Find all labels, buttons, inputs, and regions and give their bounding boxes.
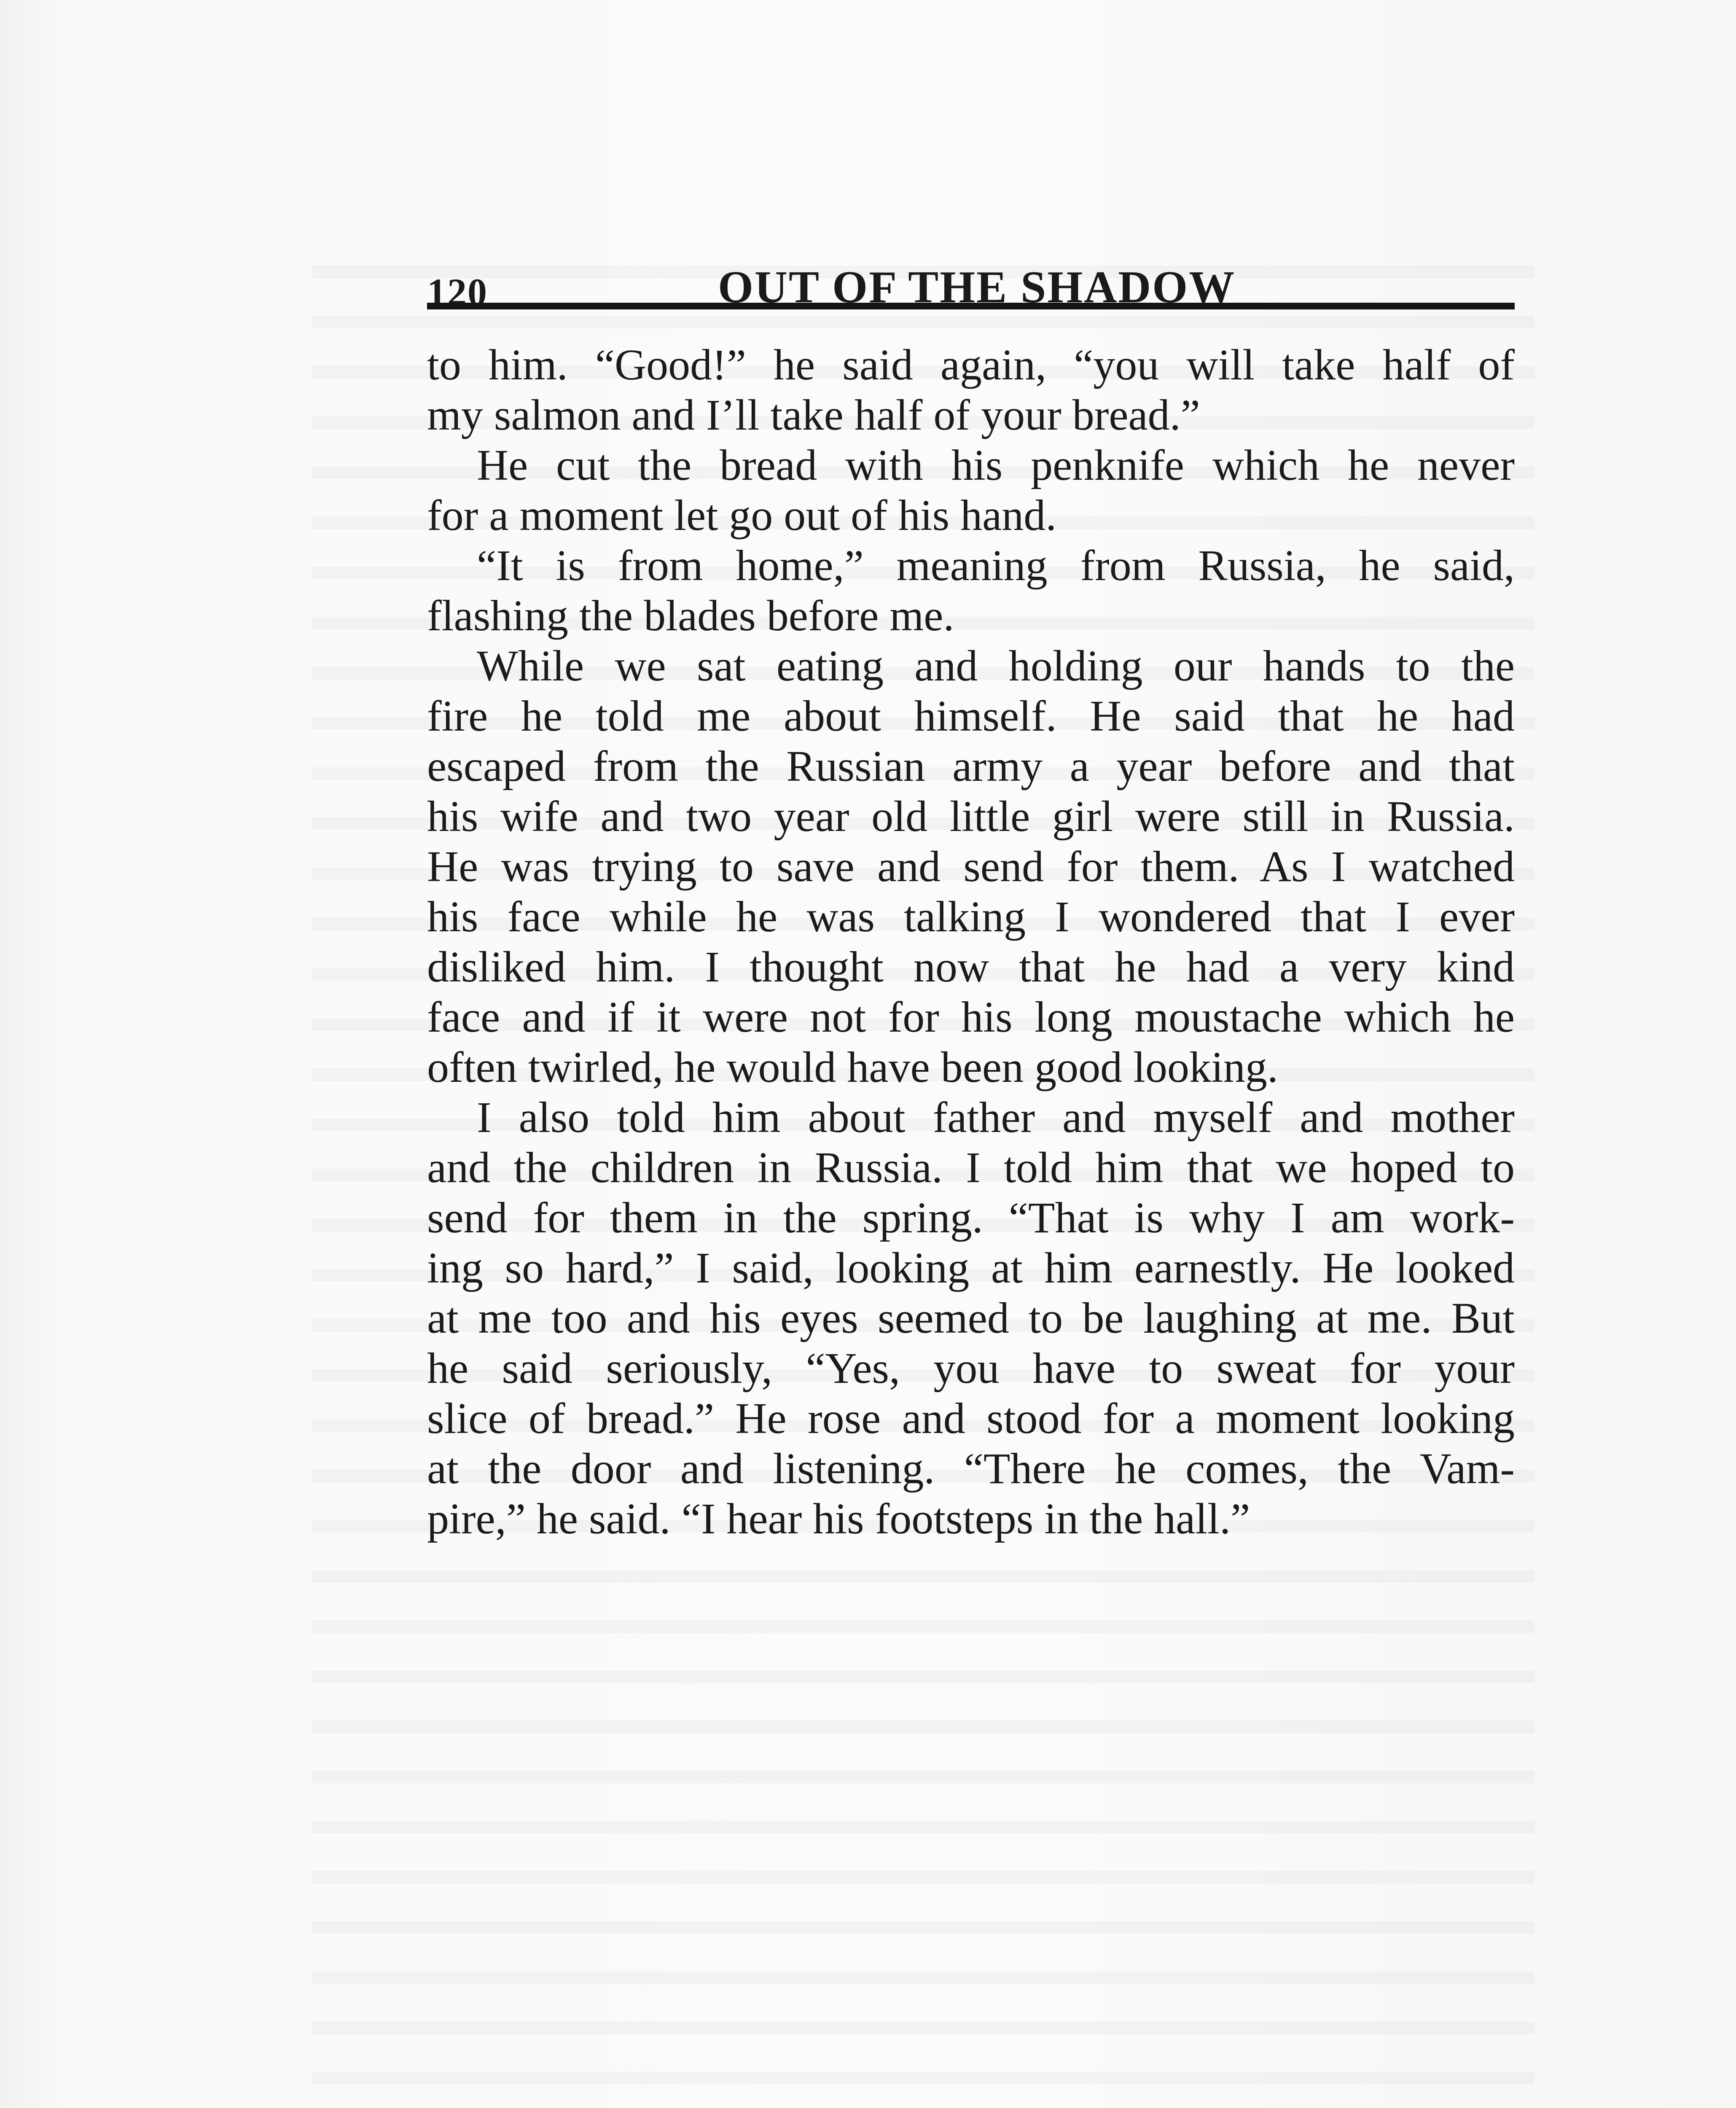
text-line: he said seriously, “Yes, you have to sweat for your xyxy=(427,1344,1515,1393)
text-line: pire,” he said. “I hear his footsteps in the hall.” xyxy=(427,1495,1250,1543)
text-line: at me too and his eyes seemed to be laughing at me. But xyxy=(427,1294,1515,1342)
book-title: OUT OF THE SHADOW xyxy=(718,262,1236,312)
text-line: my salmon and I’ll take half of your bread.” xyxy=(427,391,1200,439)
text-line: flashing the blades before me. xyxy=(427,592,954,640)
text-line: ing so hard,” I said, looking at him earnestly. He looked xyxy=(427,1244,1515,1292)
text-line: “It is from home,” meaning from Russia, he said, xyxy=(477,541,1515,590)
text-line: He cut the bread with his penknife which he never xyxy=(477,441,1515,489)
text-line: fire he told me about himself. He said that he had xyxy=(427,692,1515,740)
header-rule xyxy=(427,303,1515,309)
text-line: to him. “Good!” he said again, “you will take half of xyxy=(427,341,1515,389)
page-number: 120 xyxy=(427,271,488,314)
text-line: He was trying to save and send for them. As I watched xyxy=(427,842,1515,891)
text-line: often twirled, he would have been good looking. xyxy=(427,1043,1278,1092)
text-line: for a moment let go out of his hand. xyxy=(427,491,1057,540)
text-line: I also told him about father and myself and mother xyxy=(477,1093,1515,1142)
text-line: send for them in the spring. “That is why I am work- xyxy=(427,1194,1515,1242)
text-line: at the door and listening. “There he comes, the Vam- xyxy=(427,1444,1515,1493)
text-line: face and if it were not for his long moustache which he xyxy=(427,993,1515,1041)
text-line: and the children in Russia. I told him that we hoped to xyxy=(427,1143,1515,1192)
body-text xyxy=(427,340,1515,1544)
text-line: escaped from the Russian army a year before and that xyxy=(427,742,1515,790)
text-line: his wife and two year old little girl were still in Russia. xyxy=(427,792,1515,841)
text-line: While we sat eating and holding our hands to the xyxy=(477,642,1515,690)
text-line: slice of bread.” He rose and stood for a moment looking xyxy=(427,1394,1515,1443)
text-line: disliked him. I thought now that he had a very kind xyxy=(427,943,1515,991)
text-line: his face while he was talking I wondered that I ever xyxy=(427,893,1515,941)
